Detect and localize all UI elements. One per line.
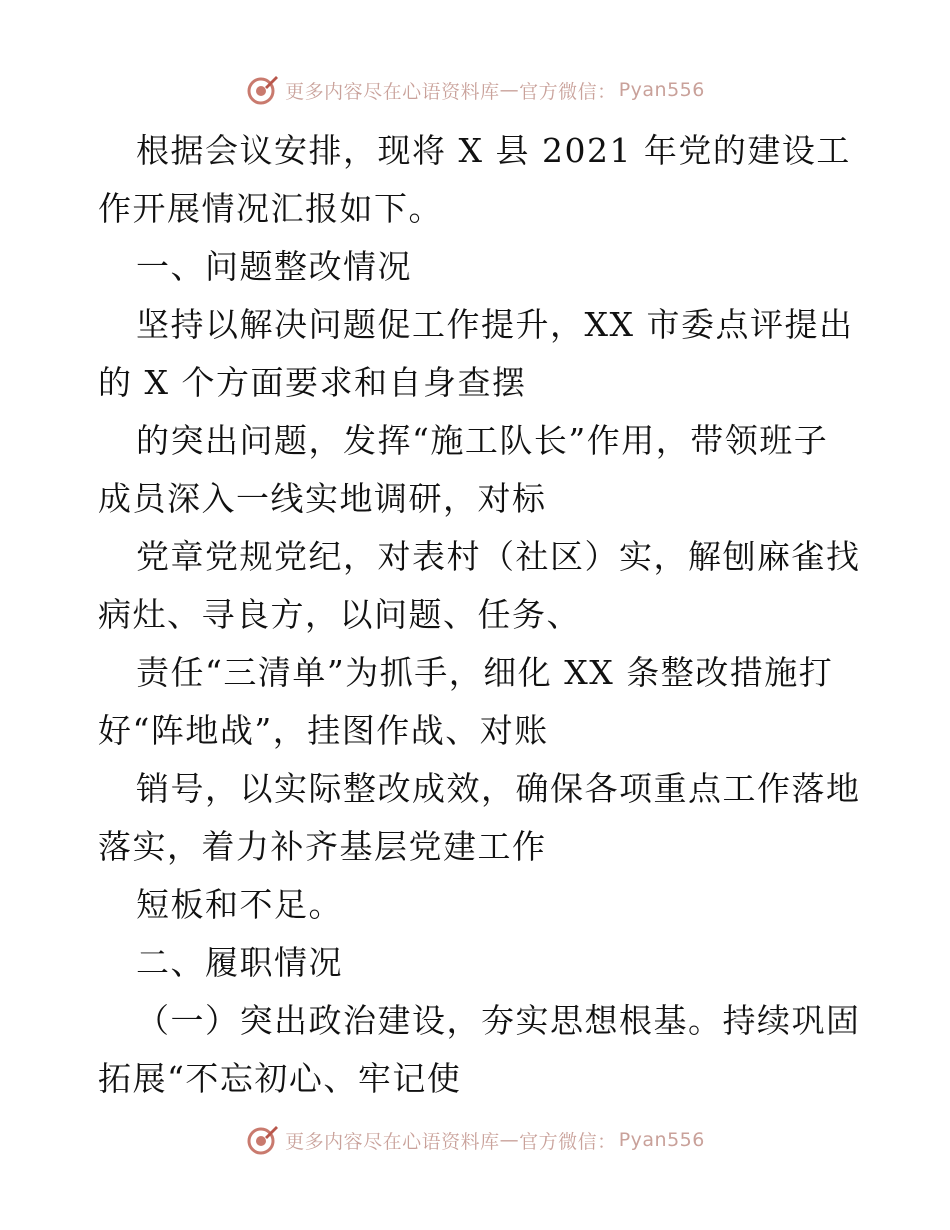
banner-dash: — bbox=[499, 1129, 520, 1151]
paragraph-line: 销号，以实际整改成效，确保各项重点工作落地 bbox=[136, 769, 861, 808]
subsection-line: （一）突出政治建设，夯实思想根基。持续巩固 bbox=[136, 1001, 861, 1040]
paragraph-line: 成员深入一线实地调研，对标 bbox=[98, 479, 547, 518]
paragraph-line: 落实，着力补齐基层党建工作 bbox=[98, 827, 547, 866]
paragraph-line: 病灶、寻良方，以问题、任务、 bbox=[98, 595, 581, 634]
section-heading: 二、履职情况 bbox=[136, 943, 343, 982]
banner-wechat-label: 官方微信： bbox=[519, 80, 617, 103]
banner-wechat-id: Pyan556 bbox=[618, 1129, 705, 1151]
paragraph-line: 坚持以解决问题促工作提升，XX 市委点评提出 bbox=[136, 305, 854, 344]
paragraph-line: 的 X 个方面要求和自身查摆 bbox=[98, 363, 527, 402]
banner-main-text: 更多内容尽在心语资料库 bbox=[285, 1130, 500, 1153]
paragraph-line: 责任“三清单”为抓手，细化 XX 条整改措施打 bbox=[136, 653, 834, 692]
banner-main-text: 更多内容尽在心语资料库 bbox=[285, 80, 500, 103]
paragraph-line: 好“阵地战”，挂图作战、对账 bbox=[98, 711, 549, 750]
paragraph-line: 根据会议安排，现将 X 县 2021 年党的建设工 bbox=[136, 131, 851, 170]
pen-logo-icon bbox=[245, 1123, 279, 1157]
banner-dash: — bbox=[499, 79, 520, 101]
watermark-banner-top bbox=[0, 70, 950, 110]
paragraph-line: 短板和不足。 bbox=[136, 885, 343, 924]
paragraph-line: 拓展“不忘初心、牢记使 bbox=[98, 1059, 462, 1098]
document-body bbox=[98, 122, 861, 1108]
section-heading: 一、问题整改情况 bbox=[136, 247, 412, 286]
paragraph-line: 党章党规党纪，对表村（社区）实，解刨麻雀找 bbox=[136, 537, 861, 576]
banner-wechat-label: 官方微信： bbox=[519, 1130, 617, 1153]
paragraph-line: 作开展情况汇报如下。 bbox=[98, 189, 443, 228]
pen-logo-icon bbox=[245, 73, 279, 107]
paragraph-line: 的突出问题，发挥“施工队长”作用，带领班子 bbox=[136, 421, 829, 460]
watermark-banner-bottom bbox=[0, 1120, 950, 1160]
banner-wechat-id: Pyan556 bbox=[618, 79, 705, 101]
